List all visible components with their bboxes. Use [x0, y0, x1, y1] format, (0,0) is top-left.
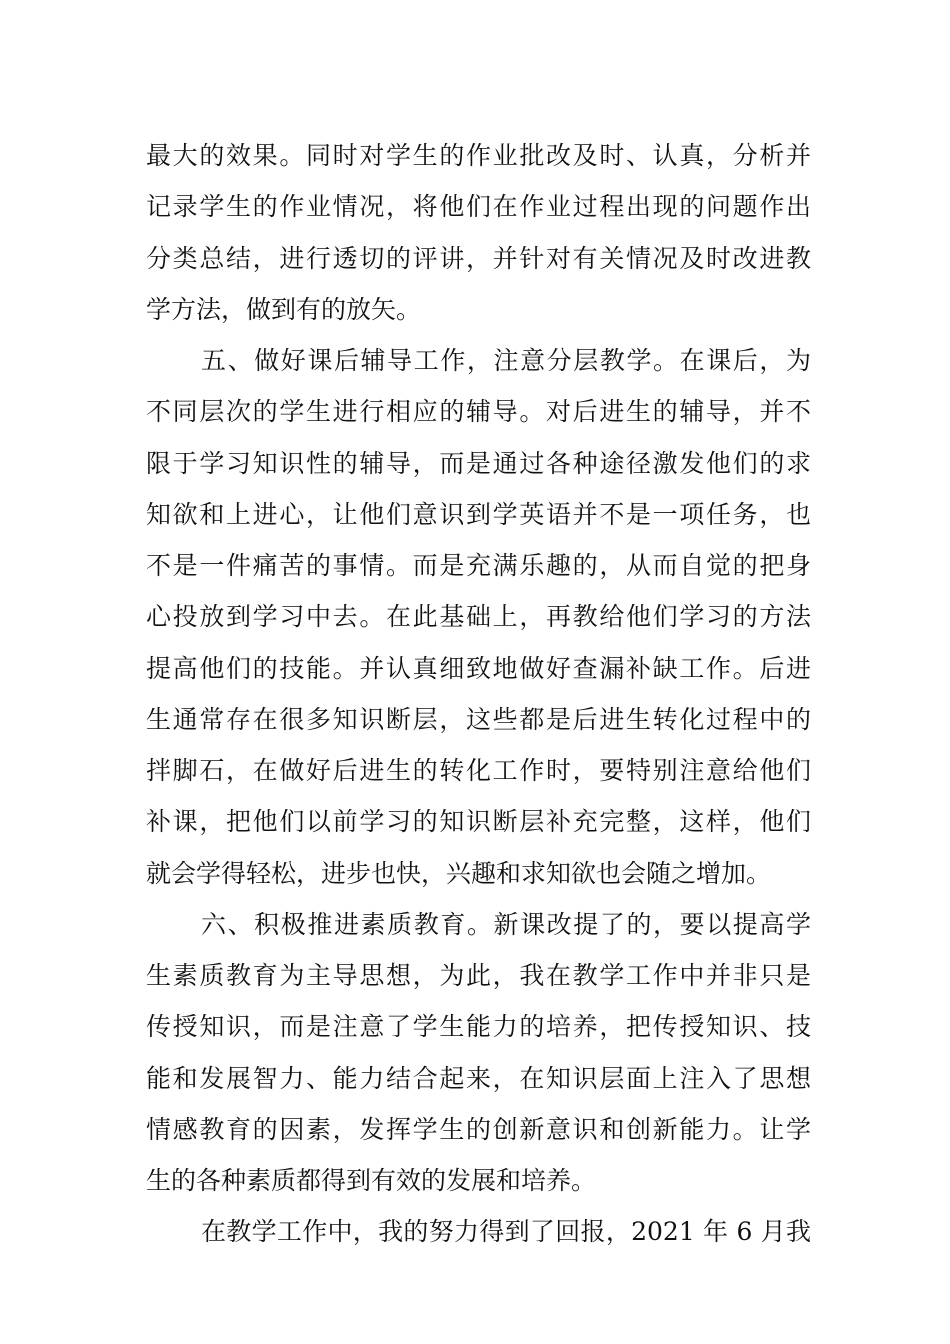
- paragraph-start-line: 六、积极推进素质教育。新课改提了的，要以提高学: [201, 909, 811, 939]
- text-line: 限于学习知识性的辅导，而是通过各种途径激发他们的求: [146, 448, 811, 478]
- text-line: 记录学生的作业情况，将他们在作业过程出现的问题作出: [146, 192, 811, 222]
- text-line: 就会学得轻松，进步也快，兴趣和求知欲也会随之增加。: [146, 858, 772, 888]
- text-line: 能和发展智力、能力结合起来，在知识层面上注入了思想: [146, 1063, 811, 1093]
- paragraph-start-line: 五、做好课后辅导工作，注意分层教学。在课后，为: [201, 346, 811, 375]
- text-line: 不同层次的学生进行相应的辅导。对后进生的辅导，并不: [146, 397, 811, 427]
- text-line: 提高他们的技能。并认真细致地做好查漏补缺工作。后进: [146, 653, 811, 683]
- text-line: 知欲和上进心，让他们意识到学英语并不是一项任务，也: [146, 499, 811, 529]
- text-line: 生的各种素质都得到有效的发展和培养。: [146, 1166, 597, 1195]
- text-line: 分类总结，进行透切的评讲，并针对有关情况及时改进教: [146, 243, 811, 273]
- text-line: 心投放到学习中去。在此基础上，再教给他们学习的方法: [146, 602, 811, 632]
- paragraph-start-line: 在教学工作中，我的努力得到了回报，2021 年 6 月我: [201, 1217, 811, 1247]
- body-text: [146, 130, 811, 1258]
- text-line: 最大的效果。同时对学生的作业批改及时、认真，分析并: [146, 141, 811, 170]
- text-line: 拌脚石，在做好后进生的转化工作时，要特别注意给他们: [146, 756, 811, 785]
- text-line: 不是一件痛苦的事情。而是充满乐趣的，从而自觉的把身: [146, 551, 811, 580]
- text-line: 生素质教育为主导思想，为此，我在教学工作中并非只是: [146, 961, 811, 990]
- text-line: 传授知识，而是注意了学生能力的培养，把传授知识、技: [146, 1012, 811, 1042]
- text-line: 情感教育的因素，发挥学生的创新意识和创新能力。让学: [146, 1114, 811, 1144]
- text-line: 学方法，做到有的放矢。: [146, 294, 422, 324]
- text-line: 生通常存在很多知识断层，这些都是后进生转化过程中的: [146, 704, 811, 734]
- text-line: 补课，把他们以前学习的知识断层补充完整，这样，他们: [146, 807, 811, 837]
